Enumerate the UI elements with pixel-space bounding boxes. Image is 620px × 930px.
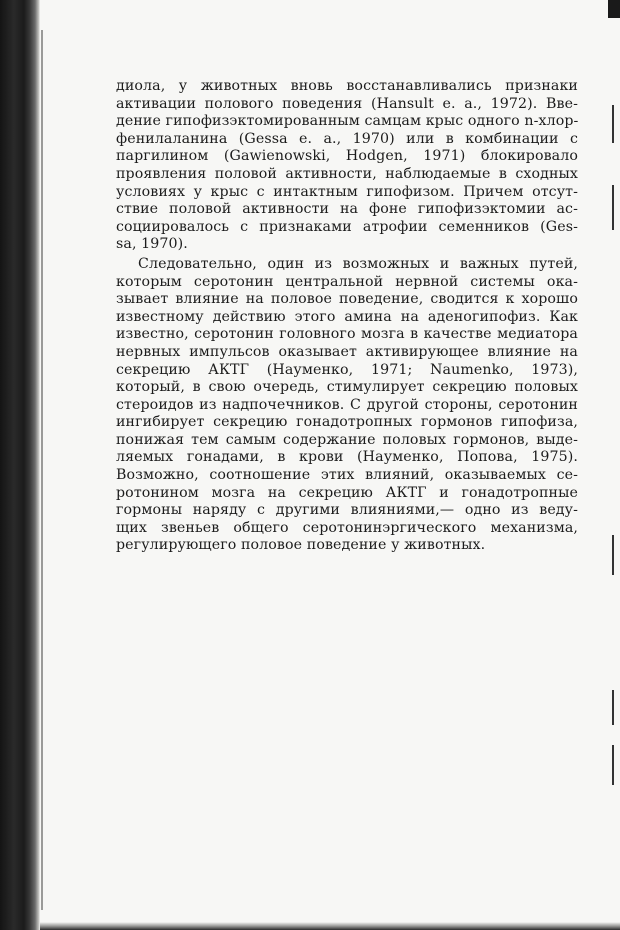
text-line: условиях у крыс с интактным гипофизом. Причем отсут- [116, 183, 578, 200]
text-line: диола, у животных вновь восстанавливались признаки [116, 78, 578, 94]
edge-mark [612, 105, 614, 143]
page-bottom-edge [40, 922, 620, 930]
text-line: Возможно, соотношение этих влияний, оказываемых се- [116, 467, 578, 484]
binding-shadow-line [41, 30, 43, 910]
text-line: ляемых гонадами, в крови (Науменко, Попова, 1975). [116, 449, 578, 466]
edge-mark [612, 185, 614, 230]
paragraph-2 [116, 256, 578, 555]
binding-edge [0, 0, 40, 930]
text-line: зывает влияние на половое поведение, сводится к хорошо [116, 291, 578, 308]
text-line: секрецию АКТГ (Науменко, 1971; Naumenko, 1973), [116, 361, 578, 378]
text-line: дение гипофизэктомированным самцам крыс одного n-хлор- [116, 113, 579, 130]
text-line: нервных импульсов оказывает активирующее влияние на [116, 343, 578, 360]
text-line: социировалось с признаками атрофии семенников (Ges- [116, 218, 578, 235]
text-line: проявления половой активности, наблюдаемые в сходных [116, 165, 578, 182]
paragraph-1 [116, 78, 578, 254]
text-line: паргилином (Gawienowski, Hodgen, 1971) блокировало [116, 148, 578, 165]
text-line: Следовательно, один из возможных и важных путей, [138, 255, 578, 272]
text-line: ротонином мозга на секрецию АКТГ и гонадотропные [116, 484, 578, 501]
text-line: которым серотонин центральной нервной системы ока- [116, 273, 578, 290]
edge-mark [612, 535, 614, 575]
text-line: понижая тем самым содержание половых гормонов, выде- [116, 431, 578, 448]
edge-mark [612, 690, 614, 725]
text-line: sa, 1970). [116, 236, 188, 253]
text-line: который, в свою очередь, стимулирует секрецию половых [116, 379, 578, 396]
page-corner-edge [608, 0, 620, 18]
text-line: известному действию этого амина на аденогипофиз. Как [116, 308, 578, 325]
text-line: известно, серотонин головного мозга в качестве медиатора [116, 326, 578, 343]
text-line: ингибирует секрецию гонадотропных гормонов гипофиза, [116, 414, 578, 431]
text-line: стероидов из надпочечников. С другой стороны, серотонин [116, 396, 578, 413]
text-line: фенилаланина (Gessa e. a., 1970) или в комбинации с [116, 130, 578, 147]
text-line: щих звеньев общего серотонинэргического механизма, [116, 519, 578, 536]
body-text [116, 78, 578, 555]
text-line: регулирующего половое поведение у животных. [116, 537, 486, 554]
text-line: гормоны наряду с другими влияниями,— одно из веду- [116, 502, 578, 519]
text-line: активации полового поведения (Hansult e. a., 1972). Вве- [116, 95, 578, 112]
edge-mark [612, 745, 614, 785]
text-line: ствие половой активности на фоне гипофизэктомии ас- [116, 201, 578, 218]
